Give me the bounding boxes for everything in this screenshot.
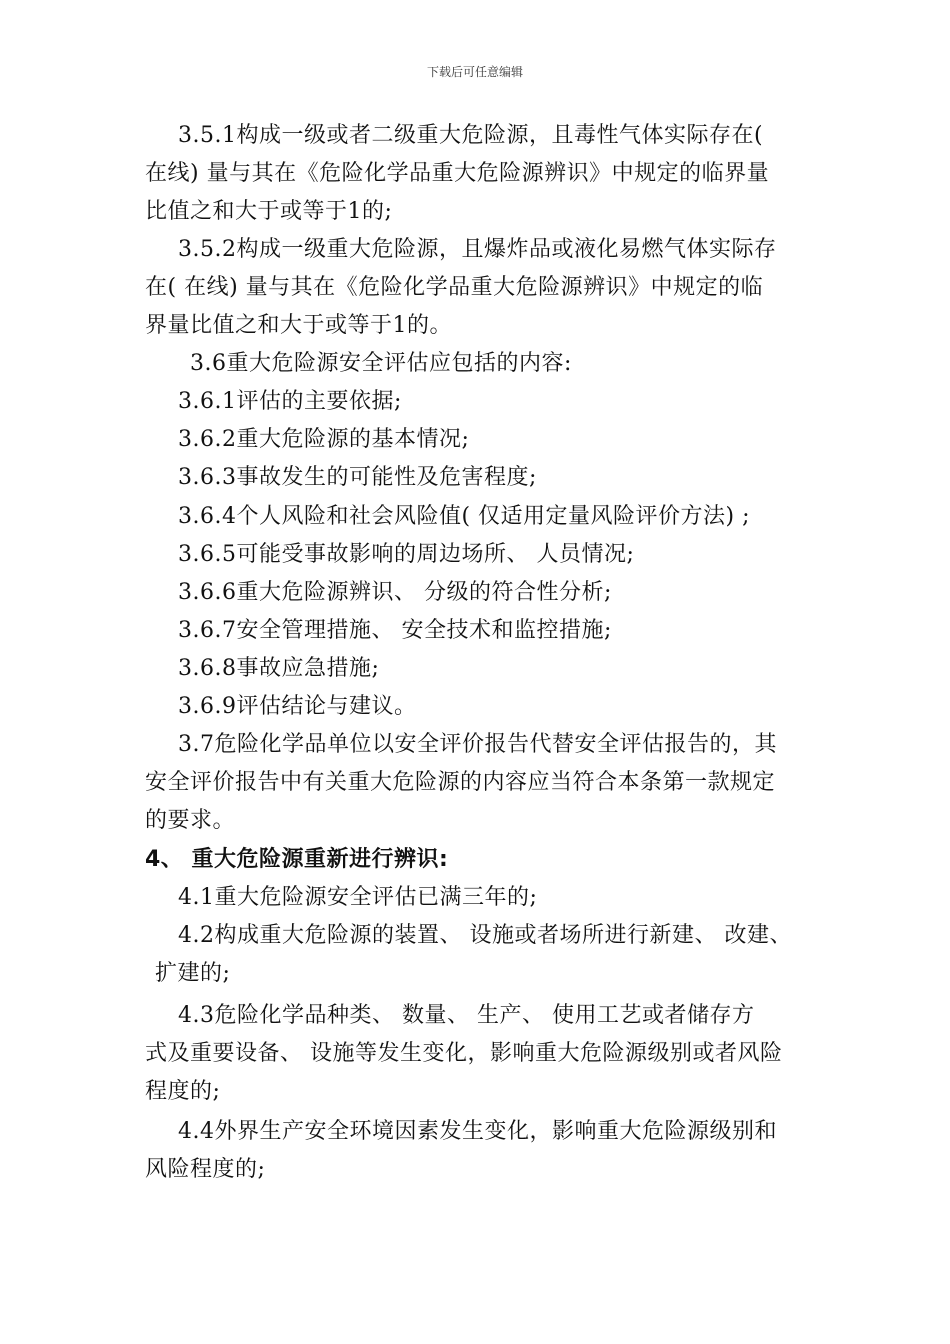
list-item-4-3-line2: 式及重要设备、 设施等发生变化，影响重大危险源级别或者风险 [145, 1041, 783, 1066]
list-item-3-6-1: 3.6.1评估的主要依据; [178, 389, 402, 414]
section-3-6-heading: 3.6重大危险源安全评估应包括的内容: [190, 351, 572, 376]
list-item-4-4-line2: 风险程度的; [145, 1157, 266, 1182]
paragraph-3-5-1-line3: 比值之和大于或等于1的; [145, 199, 393, 224]
list-item-3-6-5: 3.6.5可能受事故影响的周边场所、 人员情况; [178, 542, 635, 567]
section-4-heading: 4、 重大危险源重新进行辨识: [145, 847, 449, 872]
list-item-3-6-9: 3.6.9评估结论与建议。 [178, 694, 417, 719]
page-header: 下载后可任意编辑 [426, 65, 523, 79]
list-item-4-1: 4.1重大危险源安全评估已满三年的; [178, 885, 538, 910]
paragraph-3-7-line1: 3.7危险化学品单位以安全评价报告代替安全评估报告的，其 [178, 732, 777, 757]
paragraph-3-7-line2: 安全评价报告中有关重大危险源的内容应当符合本条第一款规定 [145, 770, 776, 795]
list-item-4-3-line1: 4.3危险化学品种类、 数量、 生产、 使用工艺或者储存方 [178, 1003, 755, 1028]
list-item-3-6-2: 3.6.2重大危险源的基本情况; [178, 427, 470, 452]
paragraph-3-5-2-line3: 界量比值之和大于或等于1的。 [145, 313, 452, 338]
list-item-3-6-6: 3.6.6重大危险源辨识、 分级的符合性分析; [178, 580, 612, 605]
list-item-3-6-8: 3.6.8事故应急措施; [178, 656, 380, 681]
paragraph-3-5-1-line2: 在线) 量与其在《危险化学品重大危险源辨识》中规定的临界量 [145, 161, 770, 186]
paragraph-3-5-1-line1: 3.5.1构成一级或者二级重大危险源，且毒性气体实际存在( [178, 123, 764, 148]
paragraph-3-5-2-line1: 3.5.2构成一级重大危险源，且爆炸品或液化易燃气体实际存 [178, 237, 777, 262]
list-item-4-3-line3: 程度的; [145, 1079, 221, 1104]
paragraph-3-5-2-line2: 在( 在线) 量与其在《危险化学品重大危险源辨识》中规定的临 [145, 275, 764, 300]
list-item-4-2-line2: 扩建的; [155, 961, 231, 986]
list-item-3-6-7: 3.6.7安全管理措施、 安全技术和监控措施; [178, 618, 612, 643]
list-item-3-6-4: 3.6.4个人风险和社会风险值( 仅适用定量风险评价方法) ; [178, 504, 751, 529]
paragraph-3-7-line3: 的要求。 [145, 808, 236, 833]
list-item-3-6-3: 3.6.3事故发生的可能性及危害程度; [178, 465, 537, 490]
list-item-4-2-line1: 4.2构成重大危险源的装置、 设施或者场所进行新建、 改建、 [178, 923, 792, 948]
list-item-4-4-line1: 4.4外界生产安全环境因素发生变化，影响重大危险源级别和 [178, 1119, 777, 1144]
